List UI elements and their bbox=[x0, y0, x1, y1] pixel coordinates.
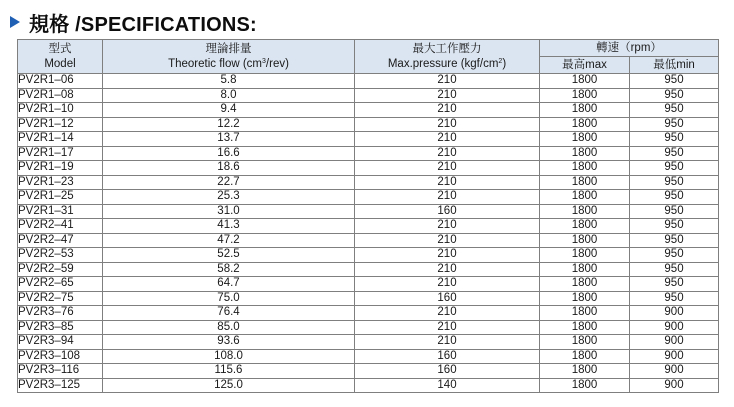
table-row bbox=[18, 146, 719, 161]
table-cell-speed-min: 950 bbox=[630, 74, 719, 89]
table-cell-pressure: 210 bbox=[355, 175, 540, 190]
table-body bbox=[18, 74, 719, 393]
table-cell-speed-max: 1800 bbox=[540, 248, 630, 263]
table-cell-flow: 22.7 bbox=[103, 175, 355, 190]
table-cell-speed-min: 950 bbox=[630, 117, 719, 132]
table-cell-model: PV2R1–08 bbox=[18, 88, 103, 103]
table-cell-flow: 52.5 bbox=[103, 248, 355, 263]
table-cell-pressure: 210 bbox=[355, 190, 540, 205]
table-cell-pressure: 210 bbox=[355, 88, 540, 103]
table-cell-flow: 108.0 bbox=[103, 349, 355, 364]
table-cell-model: PV2R2–41 bbox=[18, 219, 103, 234]
table-row bbox=[18, 132, 719, 147]
flow-header-zh: 理論排量 bbox=[205, 42, 252, 55]
table-cell-speed-max: 1800 bbox=[540, 233, 630, 248]
table-cell-flow: 85.0 bbox=[103, 320, 355, 335]
table-cell-pressure: 210 bbox=[355, 146, 540, 161]
table-cell-speed-min: 900 bbox=[630, 364, 719, 379]
table-cell-pressure: 210 bbox=[355, 117, 540, 132]
table-cell-flow: 5.8 bbox=[103, 74, 355, 89]
table-cell-model: PV2R3–85 bbox=[18, 320, 103, 335]
table-cell-speed-min: 950 bbox=[630, 277, 719, 292]
table-cell-speed-min: 950 bbox=[630, 233, 719, 248]
table-cell-model: PV2R2–47 bbox=[18, 233, 103, 248]
table-cell-speed-min: 950 bbox=[630, 103, 719, 118]
table-cell-speed-max: 1800 bbox=[540, 88, 630, 103]
table-cell-model: PV2R3–108 bbox=[18, 349, 103, 364]
table-cell-speed-min: 950 bbox=[630, 175, 719, 190]
table-cell-model: PV2R3–76 bbox=[18, 306, 103, 321]
table-cell-model: PV2R3–94 bbox=[18, 335, 103, 350]
table-cell-speed-min: 950 bbox=[630, 262, 719, 277]
table-cell-speed-max: 1800 bbox=[540, 306, 630, 321]
table-cell-speed-min: 950 bbox=[630, 219, 719, 234]
table-cell-flow: 64.7 bbox=[103, 277, 355, 292]
table-cell-speed-max: 1800 bbox=[540, 291, 630, 306]
title-text: 規格 /SPECIFICATIONS: bbox=[29, 13, 257, 36]
table-cell-model: PV2R1–10 bbox=[18, 103, 103, 118]
table-cell-pressure: 210 bbox=[355, 132, 540, 147]
table-cell-speed-max: 1800 bbox=[540, 132, 630, 147]
table-cell-speed-max: 1800 bbox=[540, 378, 630, 393]
table-cell-pressure: 210 bbox=[355, 219, 540, 234]
table-cell-pressure: 160 bbox=[355, 349, 540, 364]
table-cell-model: PV2R1–31 bbox=[18, 204, 103, 219]
table-row bbox=[18, 364, 719, 379]
table-row bbox=[18, 248, 719, 263]
table-cell-model: PV2R2–59 bbox=[18, 262, 103, 277]
table-cell-speed-max: 1800 bbox=[540, 175, 630, 190]
table-row bbox=[18, 88, 719, 103]
table-cell-speed-min: 900 bbox=[630, 349, 719, 364]
table-cell-flow: 31.0 bbox=[103, 204, 355, 219]
flow-header-en: Theoretic flow $(cm^3/rev)$ bbox=[168, 57, 289, 70]
table-cell-speed-max: 1800 bbox=[540, 74, 630, 89]
table-cell-flow: 58.2 bbox=[103, 262, 355, 277]
table-cell-speed-max: 1800 bbox=[540, 190, 630, 205]
table-cell-speed-max: 1800 bbox=[540, 277, 630, 292]
table-cell-pressure: 210 bbox=[355, 74, 540, 89]
table-cell-speed-max: 1800 bbox=[540, 219, 630, 234]
speed-min-header: 最低min bbox=[630, 57, 719, 74]
specifications-table bbox=[17, 39, 719, 393]
section-title bbox=[10, 7, 257, 37]
table-row bbox=[18, 277, 719, 292]
table-cell-flow: 16.6 bbox=[103, 146, 355, 161]
table-row bbox=[18, 233, 719, 248]
table-row bbox=[18, 291, 719, 306]
table-cell-speed-min: 950 bbox=[630, 190, 719, 205]
table-cell-pressure: 210 bbox=[355, 277, 540, 292]
model-header bbox=[18, 40, 103, 74]
pressure-header bbox=[355, 40, 540, 74]
table-cell-model: PV2R1–17 bbox=[18, 146, 103, 161]
table-cell-speed-max: 1800 bbox=[540, 335, 630, 350]
table-cell-speed-max: 1800 bbox=[540, 146, 630, 161]
table-row bbox=[18, 219, 719, 234]
table-row bbox=[18, 378, 719, 393]
table-cell-flow: 18.6 bbox=[103, 161, 355, 176]
table-cell-model: PV2R2–75 bbox=[18, 291, 103, 306]
table-row bbox=[18, 320, 719, 335]
table-cell-speed-max: 1800 bbox=[540, 349, 630, 364]
table-cell-speed-max: 1800 bbox=[540, 103, 630, 118]
table-cell-model: PV2R3–116 bbox=[18, 364, 103, 379]
table-cell-pressure: 210 bbox=[355, 233, 540, 248]
table-cell-speed-min: 900 bbox=[630, 306, 719, 321]
table-cell-pressure: 210 bbox=[355, 103, 540, 118]
pressure-header-en: Max.pressure $(kgf/cm^2)$ bbox=[387, 57, 507, 70]
table-cell-pressure: 160 bbox=[355, 291, 540, 306]
table-cell-speed-min: 950 bbox=[630, 204, 719, 219]
table-cell-pressure: 210 bbox=[355, 320, 540, 335]
triangle-bullet-icon bbox=[10, 16, 20, 28]
table-cell-flow: 75.0 bbox=[103, 291, 355, 306]
table-cell-model: PV2R2–53 bbox=[18, 248, 103, 263]
table-cell-speed-min: 900 bbox=[630, 335, 719, 350]
table-cell-pressure: 160 bbox=[355, 364, 540, 379]
table-cell-pressure: 210 bbox=[355, 262, 540, 277]
table-cell-speed-max: 1800 bbox=[540, 117, 630, 132]
table-cell-model: PV2R2–65 bbox=[18, 277, 103, 292]
table-cell-model: PV2R1–23 bbox=[18, 175, 103, 190]
table-cell-flow: 93.6 bbox=[103, 335, 355, 350]
table-cell-pressure: 210 bbox=[355, 248, 540, 263]
table-cell-flow: 13.7 bbox=[103, 132, 355, 147]
table-cell-speed-min: 950 bbox=[630, 132, 719, 147]
table-cell-speed-min: 900 bbox=[630, 378, 719, 393]
table-cell-speed-min: 950 bbox=[630, 146, 719, 161]
table-cell-pressure: 140 bbox=[355, 378, 540, 393]
table-row bbox=[18, 161, 719, 176]
table-row bbox=[18, 262, 719, 277]
table-cell-speed-max: 1800 bbox=[540, 364, 630, 379]
table-row bbox=[18, 103, 719, 118]
table-cell-flow: 47.2 bbox=[103, 233, 355, 248]
table-cell-speed-max: 1800 bbox=[540, 320, 630, 335]
table-row bbox=[18, 335, 719, 350]
table-cell-pressure: 160 bbox=[355, 204, 540, 219]
table-cell-speed-min: 950 bbox=[630, 161, 719, 176]
table-cell-model: PV2R1–14 bbox=[18, 132, 103, 147]
table-cell-flow: 9.4 bbox=[103, 103, 355, 118]
table-cell-model: PV2R1–25 bbox=[18, 190, 103, 205]
table-cell-flow: 25.3 bbox=[103, 190, 355, 205]
table-row bbox=[18, 190, 719, 205]
model-header-zh: 型式 bbox=[48, 42, 72, 55]
speed-header: 轉速（rpm） bbox=[540, 40, 719, 57]
table-cell-pressure: 210 bbox=[355, 335, 540, 350]
table-row bbox=[18, 117, 719, 132]
table-cell-speed-min: 950 bbox=[630, 248, 719, 263]
table-cell-speed-min: 950 bbox=[630, 88, 719, 103]
table-row bbox=[18, 349, 719, 364]
table-row bbox=[18, 306, 719, 321]
table-cell-flow: 125.0 bbox=[103, 378, 355, 393]
table-cell-model: PV2R1–06 bbox=[18, 74, 103, 89]
table-cell-speed-min: 900 bbox=[630, 320, 719, 335]
table-cell-model: PV2R3–125 bbox=[18, 378, 103, 393]
table-cell-flow: 12.2 bbox=[103, 117, 355, 132]
table-cell-pressure: 210 bbox=[355, 161, 540, 176]
table-cell-speed-max: 1800 bbox=[540, 161, 630, 176]
table-cell-pressure: 210 bbox=[355, 306, 540, 321]
table-cell-flow: 8.0 bbox=[103, 88, 355, 103]
table-cell-flow: 115.6 bbox=[103, 364, 355, 379]
table-cell-speed-max: 1800 bbox=[540, 262, 630, 277]
model-header-en: Model bbox=[44, 57, 76, 70]
table-cell-model: PV2R1–12 bbox=[18, 117, 103, 132]
table-cell-speed-min: 950 bbox=[630, 291, 719, 306]
table-row bbox=[18, 74, 719, 89]
speed-max-header: 最高max bbox=[540, 57, 630, 74]
flow-header bbox=[103, 40, 355, 74]
pressure-header-zh: 最大工作壓力 bbox=[412, 42, 482, 55]
table-cell-speed-max: 1800 bbox=[540, 204, 630, 219]
table-row bbox=[18, 204, 719, 219]
table-row bbox=[18, 175, 719, 190]
table-cell-model: PV2R1–19 bbox=[18, 161, 103, 176]
table-cell-flow: 76.4 bbox=[103, 306, 355, 321]
table-cell-flow: 41.3 bbox=[103, 219, 355, 234]
